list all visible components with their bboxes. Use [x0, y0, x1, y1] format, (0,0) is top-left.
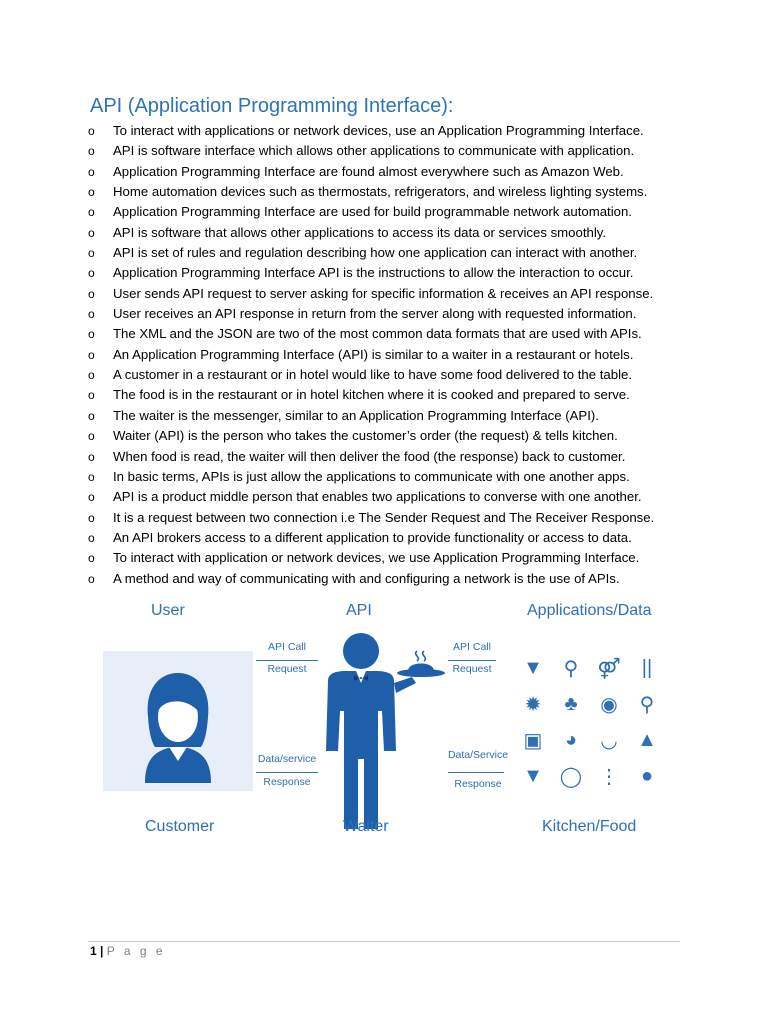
bowl-icon: ▼ [523, 656, 543, 679]
bullet-text: API is a product middle person that enables two applications to converse with one another. [113, 489, 642, 505]
api-header: API [346, 602, 372, 619]
bullet-item [88, 528, 654, 548]
bullet-text: An API brokers access to a different application to provide functionality or access to data. [113, 529, 632, 545]
cutlery-icon: || [641, 656, 653, 679]
bullet-item [88, 324, 654, 344]
bullet-marker: o [88, 266, 95, 281]
bullet-item [88, 569, 654, 589]
bullet-text: The food is in the restaurant or in hotel kitchen where it is cooked and prepared to serve. [113, 387, 630, 403]
bullet-item [88, 162, 654, 182]
user-header: User [151, 602, 185, 619]
bullet-text: The XML and the JSON are two of the most common data formats that are used with APIs. [113, 326, 642, 342]
bullet-text: The waiter is the messenger, similar to an Application Programming Interface (API). [113, 407, 599, 423]
cloche-icon: ▲ [637, 728, 657, 751]
bullet-marker: o [88, 144, 95, 159]
bullet-marker: o [88, 185, 95, 200]
bullet-marker: o [88, 408, 95, 423]
bullet-list [88, 121, 654, 589]
bullet-text: API is software interface which allows other applications to communicate with application. [113, 143, 635, 159]
bullet-item [88, 243, 654, 263]
bullet-item [88, 182, 654, 202]
api-diagram [96, 596, 664, 858]
bullet-text: An Application Programming Interface (API) is similar to a waiter in a restaurant or hotels. [113, 346, 634, 362]
bullet-text: A method and way of communicating with and configuring a network is the use of APIs. [113, 570, 620, 586]
right-response-label: Response [454, 778, 502, 790]
bullet-marker: o [88, 530, 95, 545]
bullet-text: When food is read, the waiter will then deliver the food (the response) back to customer. [113, 448, 626, 464]
bullet-item [88, 426, 654, 446]
bullet-marker: o [88, 449, 95, 464]
customer-label: Customer [145, 818, 215, 835]
bullet-item [88, 202, 654, 222]
chef-hat-icon: ♣ [564, 692, 578, 715]
chicken-icon: ● [640, 764, 654, 787]
plate-icon: ◉ [600, 693, 618, 716]
coffee-machine-icon: ▣ [523, 729, 543, 752]
soup-icon: ◕ [564, 728, 578, 751]
bullet-marker: o [88, 490, 95, 505]
bullet-item [88, 508, 654, 528]
bullet-item [88, 284, 654, 304]
bullet-text: In basic terms, APIs is just allow the applications to communicate with one another apps. [113, 468, 630, 484]
bullet-marker: o [88, 388, 95, 403]
bullet-text: Application Programming Interface are found almost everywhere such as Amazon Web. [113, 163, 624, 179]
bullet-item [88, 345, 654, 365]
bullet-text: To interact with application or network devices, we use Application Programming Interface. [113, 550, 640, 566]
bullet-marker: o [88, 368, 95, 383]
bullet-item [88, 467, 654, 487]
left-response-arrow [256, 772, 318, 773]
bullet-text: API is software that allows other applications to access its data or services smoothly. [113, 224, 607, 240]
bullet-text: A customer in a restaurant or in hotel would like to have some food delivered to the table. [113, 367, 633, 383]
page-footer [90, 944, 166, 958]
bullet-marker: o [88, 307, 95, 322]
customer-icon [103, 651, 253, 791]
page-title: API (Application Programming Interface): [90, 95, 454, 117]
bullet-item [88, 223, 654, 243]
kitchen-label: Kitchen/Food [542, 818, 637, 835]
apps-header: Applications/Data [527, 602, 652, 619]
bullet-marker: o [88, 469, 95, 484]
bullet-marker: o [88, 164, 95, 179]
bullet-item [88, 304, 654, 324]
bullet-item [88, 385, 654, 405]
bullet-text: User receives an API response in return from the server along with requested information. [113, 306, 637, 322]
bullet-marker: o [88, 551, 95, 566]
bullet-marker: o [88, 225, 95, 240]
left-data-label: Data/service [257, 753, 317, 765]
right-data-label: Data/Service [447, 749, 509, 761]
bullet-marker: o [88, 327, 95, 342]
food-icon-grid [514, 654, 666, 790]
bullet-item [88, 406, 654, 426]
satellite-dish-icon: ⚲ [563, 657, 579, 680]
bullet-item [88, 365, 654, 385]
bullet-marker: o [88, 205, 95, 220]
bullet-text: To interact with applications or network devices, use an Application Programming Interface. [113, 123, 644, 138]
left-api-call-label: API Call [268, 641, 306, 653]
left-request-label: Request [267, 663, 307, 675]
bullet-text: Application Programming Interface API is the instructions to allow the interaction to occur. [113, 265, 634, 281]
bullet-text: Home automation devices such as thermostats, refrigerators, and wireless lighting systems. [113, 184, 648, 200]
right-response-arrow [448, 772, 504, 773]
waiter-label: Waiter [343, 818, 389, 835]
bullet-text: It is a request between two connection i.e The Sender Request and The Receiver Response. [113, 509, 655, 525]
bullet-item [88, 263, 654, 283]
customer-panel [103, 651, 253, 791]
bullet-text: User sends API request to server asking for specific information & receives an API response. [113, 285, 654, 301]
footer-separator: | [100, 944, 104, 958]
bullet-item [88, 141, 654, 161]
bullet-marker: o [88, 124, 95, 138]
bullet-marker: o [88, 571, 95, 586]
bullet-marker: o [88, 510, 95, 525]
kebab-icon: ⋮ [599, 765, 619, 788]
page-number: 1 [90, 944, 97, 958]
left-request-arrow [256, 660, 318, 661]
bullet-marker: o [88, 246, 95, 261]
bullet-text: Waiter (API) is the person who takes the customer’s order (the request) & tells kitchen. [113, 428, 618, 444]
waiter-icon [316, 631, 446, 831]
left-response-label: Response [263, 776, 311, 788]
footer-divider [88, 941, 680, 942]
page-word: P a g e [106, 944, 166, 958]
search-food-icon: ⚲ [639, 693, 655, 716]
bullet-item [88, 487, 654, 507]
bullet-marker: o [88, 429, 95, 444]
antenna-icon: ⚤ [597, 657, 621, 680]
right-request-arrow [448, 660, 496, 661]
bullet-item [88, 548, 654, 568]
bullet-text: API is set of rules and regulation describing how one application can interact with another. [113, 245, 638, 261]
bullet-item [88, 121, 654, 141]
bullet-item [88, 447, 654, 467]
dish-icon: ◡ [600, 729, 618, 752]
skewer-icon: ✹ [524, 693, 542, 716]
bullet-text: Application Programming Interface are used for build programmable network automation. [113, 204, 632, 220]
bullet-marker: o [88, 286, 95, 301]
egg-icon: ◯ [559, 765, 583, 788]
right-api-call-label: API Call [453, 641, 491, 653]
bullet-marker: o [88, 347, 95, 362]
right-request-label: Request [452, 663, 492, 675]
signal-icon: ▼ [523, 764, 543, 787]
